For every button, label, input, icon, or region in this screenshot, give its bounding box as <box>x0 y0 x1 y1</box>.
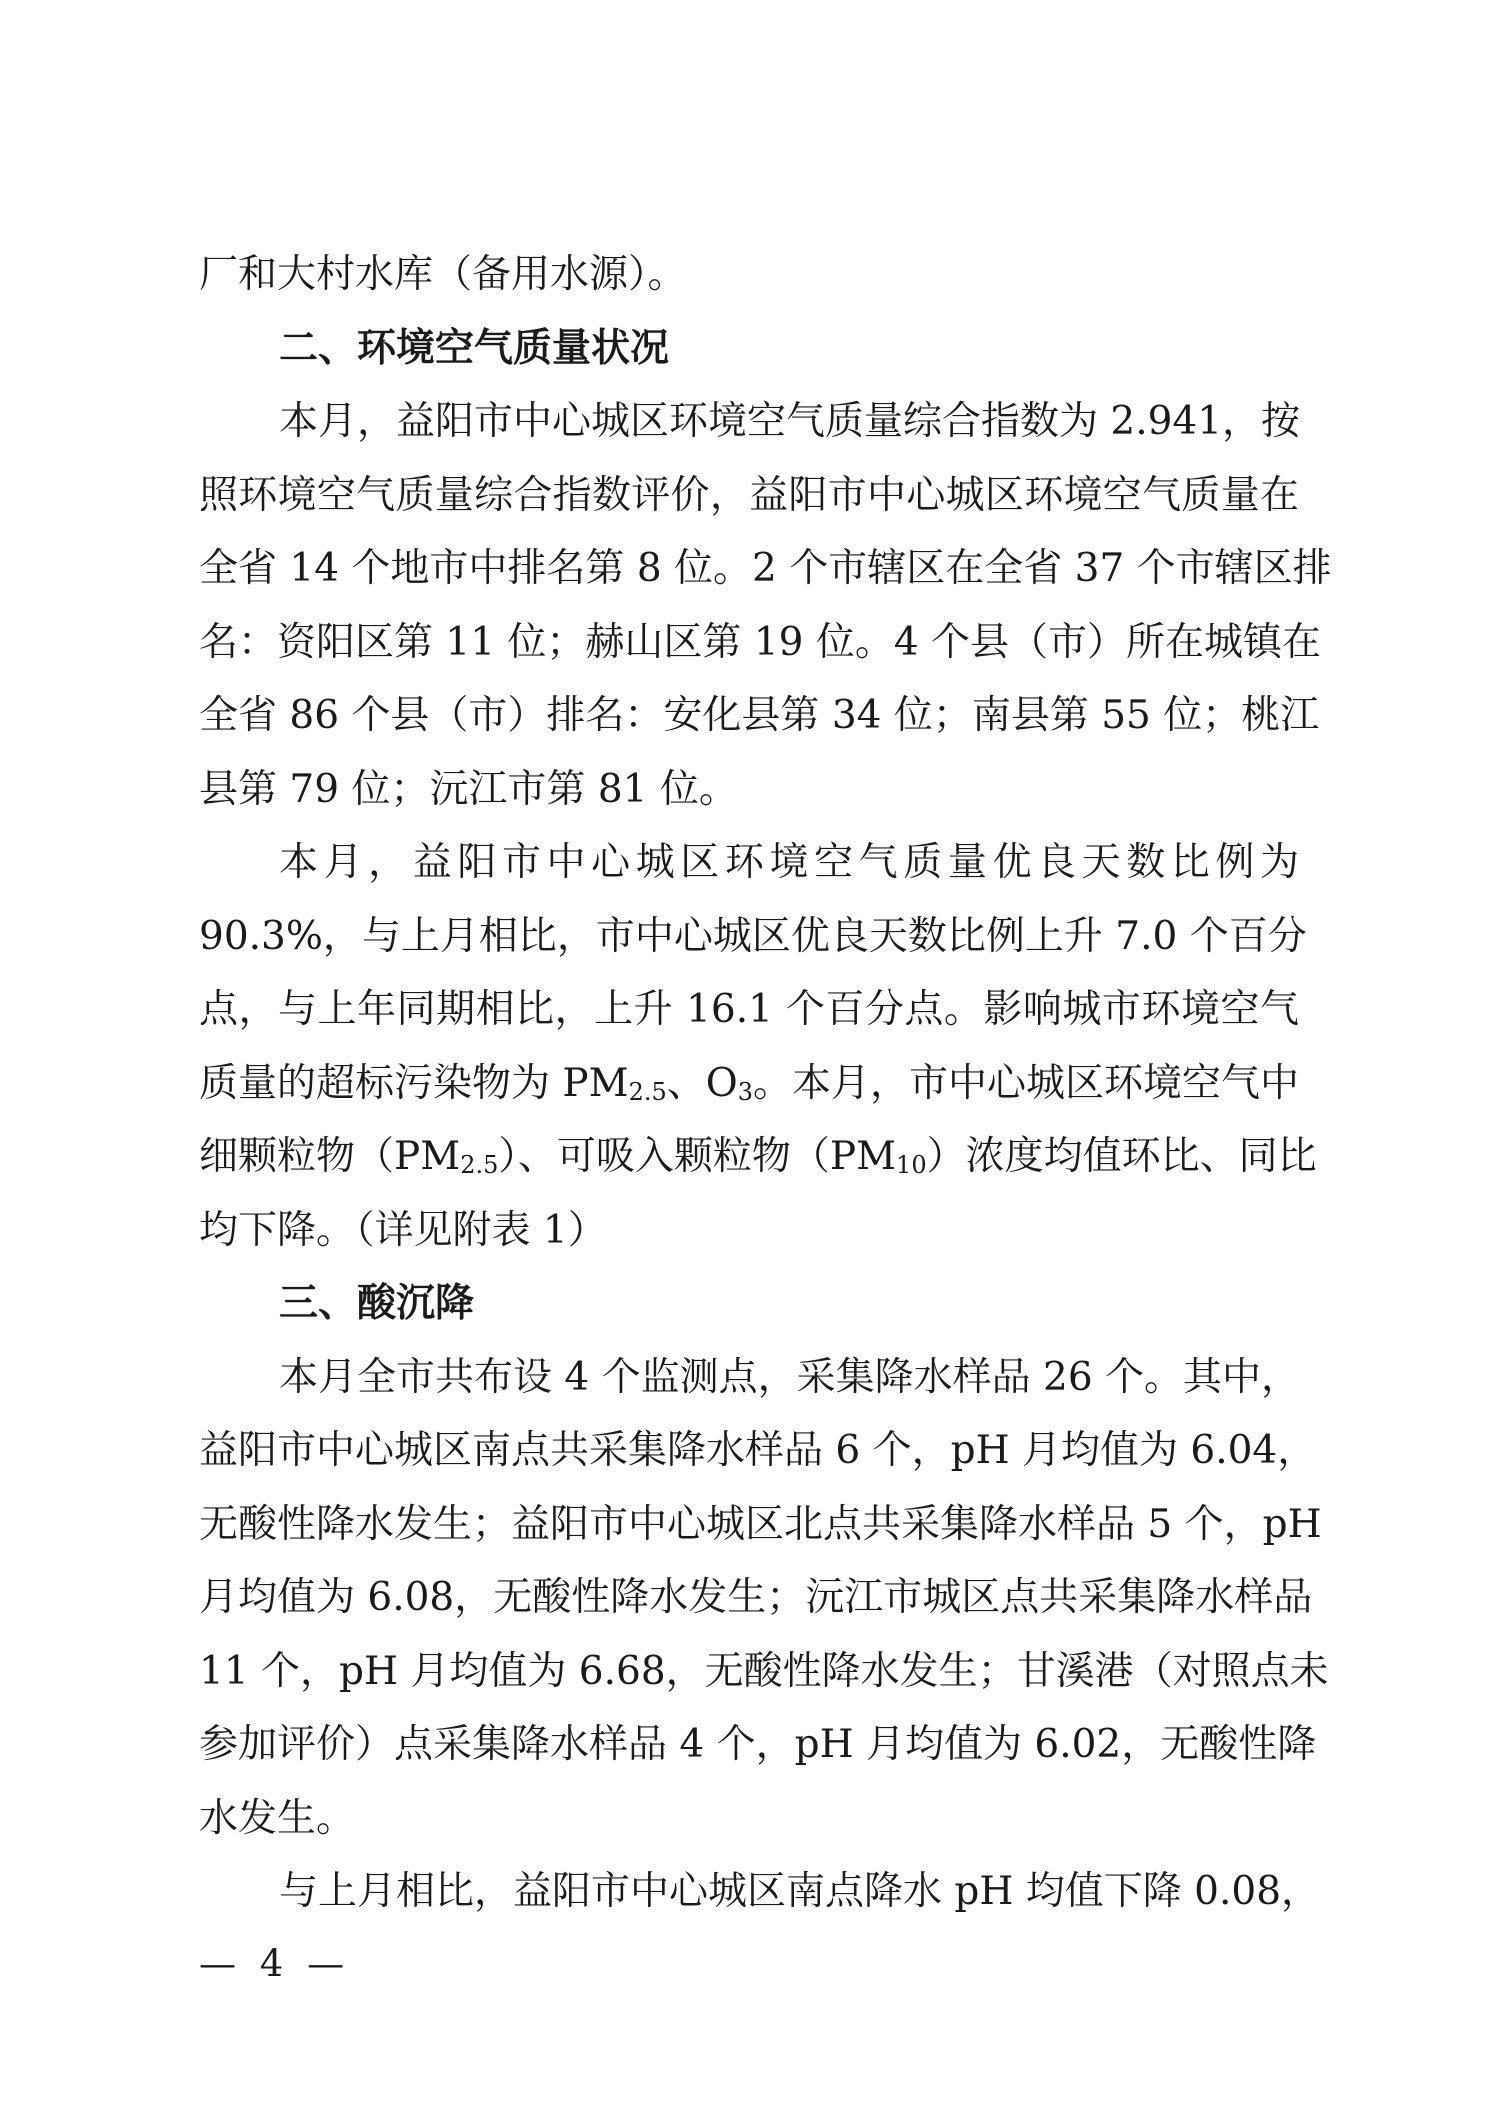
paragraph-line <box>199 1120 1317 1194</box>
paragraph-line: 照环境空气质量综合指数评价，益阳市中心城区环境空气质量在 <box>199 472 1299 518</box>
paragraph-line: 全省 14 个地市中排名第 8 位。2 个市辖区在全省 37 个市辖区排 <box>199 546 1332 591</box>
page-number: — 4 — <box>199 1942 351 1985</box>
paragraph-line: 90.3%，与上月相比，市中心城区优良天数比例上升 7.0 个百分 <box>199 913 1307 959</box>
subscript: 10 <box>896 1151 927 1179</box>
document-body <box>199 238 1332 1929</box>
paragraph-line: 无酸性降水发生；益阳市中心城区北点共采集降水样品 5 个，pH <box>199 1501 1322 1547</box>
section-heading-acid-deposition: 三、酸沉降 <box>279 1281 475 1326</box>
paragraph-line: 均下降。（详见附表 1） <box>199 1207 607 1253</box>
paragraph-line: 本月，益阳市中心城区环境空气质量优良天数比例为 <box>279 840 1299 885</box>
subscript: 2.5 <box>628 1077 667 1106</box>
paragraph-line <box>199 1047 1299 1121</box>
text-span: 、O <box>666 1060 738 1106</box>
paragraph-line: 与上月相比，益阳市中心城区南点降水 pH 均值下降 0.08， <box>279 1869 1321 1914</box>
text-span: 质量的超标污染物为 PM <box>199 1060 629 1106</box>
paragraph-line: 全省 86 个县（市）排名：安化县第 34 位；南县第 55 位；桃江 <box>199 693 1320 738</box>
paragraph-line: 水发生。 <box>199 1795 356 1841</box>
section-heading-air-quality: 二、环境空气质量状况 <box>279 325 670 371</box>
paragraph-line: 点，与上年同期相比，上升 16.1 个百分点。影响城市环境空气 <box>199 987 1299 1032</box>
subscript: 3 <box>737 1077 754 1106</box>
text-span: ）、可吸入颗粒物（PM <box>498 1134 897 1179</box>
text-span: 细颗粒物（PM <box>199 1134 461 1179</box>
paragraph-line: 名：资阳区第 11 位；赫山区第 19 位。4 个县（市）所在城镇在 <box>199 619 1322 665</box>
paragraph-line: 月均值为 6.08，无酸性降水发生；沅江市城区点共采集降水样品 <box>199 1575 1313 1620</box>
paragraph-line: 11 个，pH 月均值为 6.68，无酸性降水发生；甘溪港（对照点未 <box>199 1648 1329 1694</box>
paragraph-line: 参加评价）点采集降水样品 4 个，pH 月均值为 6.02，无酸性降 <box>199 1722 1317 1767</box>
subscript: 2.5 <box>460 1151 499 1179</box>
text-span: 。本月，市中心城区环境空气中 <box>753 1060 1300 1106</box>
paragraph-line: 县第 79 位；沅江市第 81 位。 <box>199 766 738 812</box>
paragraph-line: 本月，益阳市中心城区环境空气质量综合指数为 2.941，按 <box>279 399 1301 444</box>
paragraph-line: 厂和大村水库（备用水源）。 <box>199 252 687 297</box>
paragraph-line: 本月全市共布设 4 个监测点，采集降水样品 26 个。其中， <box>279 1354 1301 1400</box>
text-span: ）浓度均值环比、同比 <box>926 1134 1317 1179</box>
paragraph-line: 益阳市中心城区南点共采集降水样品 6 个，pH 月均值为 6.04， <box>199 1428 1317 1473</box>
